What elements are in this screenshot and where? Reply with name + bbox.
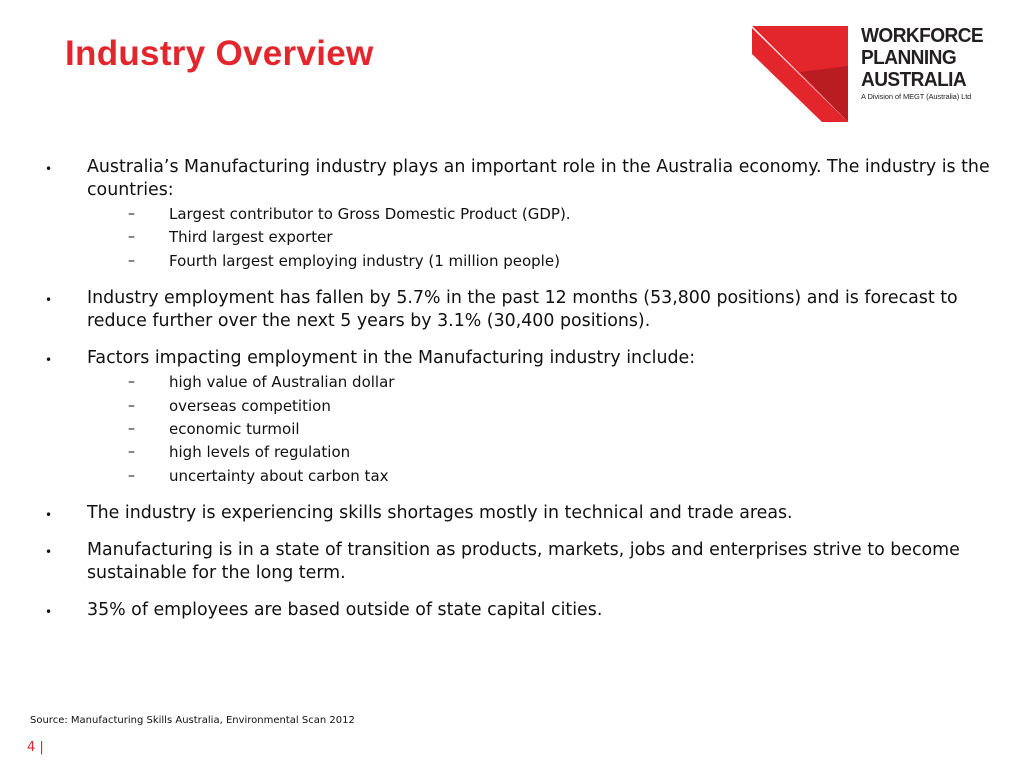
sub-marker: – xyxy=(128,252,135,269)
sub-item xyxy=(40,226,990,249)
bullet-text: Industry employment has fallen by 5.7% in the past 12 months (53,800 positions) and is forecast to reduce further over the next 5 years by 3.1% (30,400 positions). xyxy=(87,288,958,332)
bullet-marker: • xyxy=(45,162,53,176)
bullet-item xyxy=(40,599,990,622)
sub-text: Fourth largest employing industry (1 million people) xyxy=(169,251,560,270)
bullet-item xyxy=(40,287,990,333)
bullet-marker: • xyxy=(45,545,53,560)
sub-text: overseas competition xyxy=(169,396,331,415)
page-number: 4 | xyxy=(27,740,44,755)
bullet-marker: • xyxy=(45,508,53,523)
bullet-marker: • xyxy=(45,293,53,308)
logo-subtitle: A Division of MEGT (Australia) Ltd xyxy=(861,92,972,101)
bullet-item xyxy=(40,156,990,273)
company-logo xyxy=(861,25,992,101)
bullet-marker: • xyxy=(45,605,53,620)
bullet-text: Australia’s Manufacturing industry plays an important role in the Australia economy. The industry is the countries: xyxy=(87,157,990,200)
sub-marker: – xyxy=(128,229,135,246)
sub-text: economic turmoil xyxy=(169,420,300,439)
sub-text: Third largest exporter xyxy=(169,228,333,247)
sub-text: high value of Australian dollar xyxy=(169,373,395,392)
sub-text: high levels of regulation xyxy=(169,443,351,462)
bullet-list xyxy=(40,156,990,636)
sub-text: Largest contributor to Gross Domestic Product (GDP). xyxy=(169,205,571,223)
bullet-marker: • xyxy=(45,353,53,368)
logo-line-1: WORKFORCE xyxy=(861,24,984,47)
red-ribbon-mark-icon xyxy=(752,26,848,124)
logo-line-3: AUSTRALIA xyxy=(861,68,967,91)
logo-line-2: PLANNING xyxy=(861,46,957,69)
sub-item xyxy=(40,418,990,441)
slide-title: Industry Overview xyxy=(65,34,374,73)
bullet-text: Factors impacting employment in the Manufacturing industry include: xyxy=(87,348,696,369)
sub-item xyxy=(40,465,990,488)
bullet-item xyxy=(40,539,990,585)
sub-marker: – xyxy=(128,444,135,461)
sub-marker: – xyxy=(128,467,135,484)
sub-item xyxy=(40,250,990,273)
sub-marker: – xyxy=(128,206,135,222)
bullet-text: The industry is experiencing skills shortages mostly in technical and trade areas. xyxy=(87,503,793,524)
sub-item xyxy=(40,203,990,226)
sub-item xyxy=(40,441,990,464)
bullet-item xyxy=(40,347,990,488)
source-citation: Source: Manufacturing Skills Australia, Environmental Scan 2012 xyxy=(30,715,355,726)
sub-marker: – xyxy=(128,397,135,414)
bullet-text: Manufacturing is in a state of transition as products, markets, jobs and enterprises strive to become sustainable for the long term. xyxy=(87,540,960,584)
sub-text: uncertainty about carbon tax xyxy=(169,466,389,485)
sub-list xyxy=(87,203,990,273)
sub-marker: – xyxy=(128,421,135,438)
sub-item xyxy=(40,395,990,418)
sub-item xyxy=(40,371,990,394)
bullet-item xyxy=(40,502,990,525)
bullet-text: 35% of employees are based outside of state capital cities. xyxy=(87,600,603,621)
sub-marker: – xyxy=(128,374,135,391)
sub-list xyxy=(87,371,990,488)
